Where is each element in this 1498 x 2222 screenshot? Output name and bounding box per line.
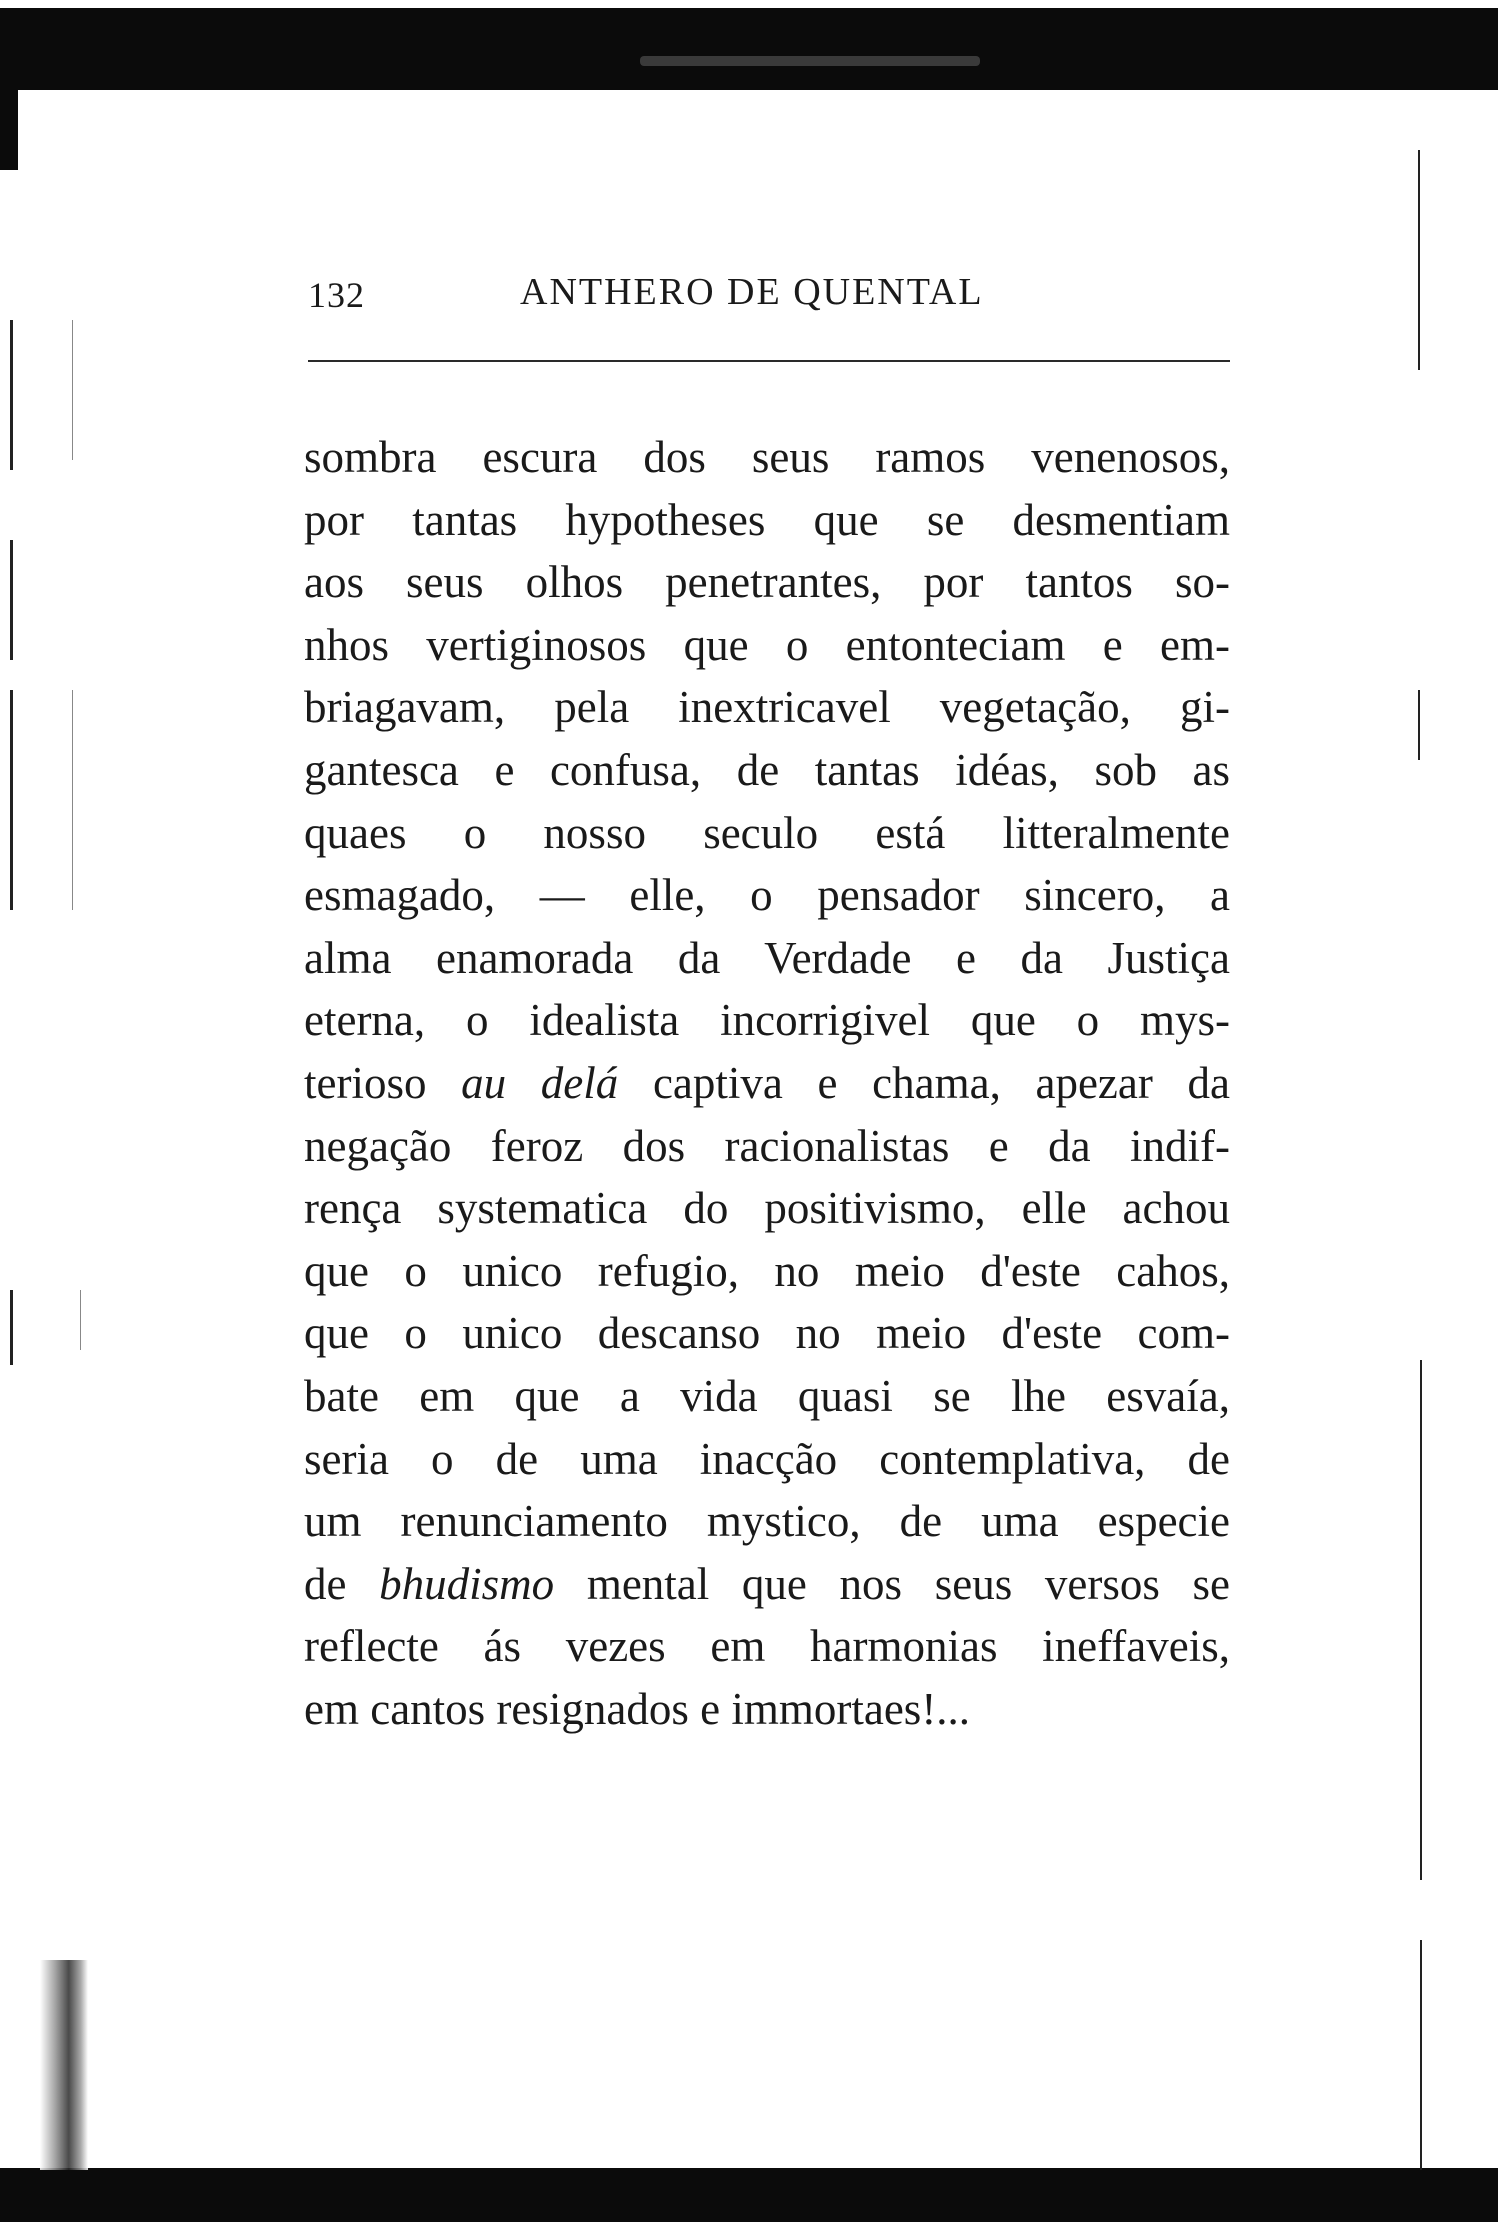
running-head	[308, 268, 1230, 322]
text-line: um renunciamento mystico, de uma especie	[304, 1496, 1230, 1547]
scan-edge-mark	[72, 690, 73, 910]
text-run: mental que nos seus versos se	[554, 1558, 1230, 1609]
text-line: gantesca e confusa, de tantas idéas, sob as	[304, 744, 1230, 795]
scan-edge-mark	[10, 540, 13, 660]
text-line: rença systematica do positivismo, elle achou	[304, 1183, 1230, 1234]
header-rule	[308, 360, 1230, 362]
scan-border-bottom	[0, 2168, 1498, 2222]
body-paragraph	[304, 426, 1230, 1740]
text-line: que o unico descanso no meio d'este com-	[304, 1308, 1230, 1359]
text-line: eterna, o idealista incorrigivel que o mys-	[304, 995, 1230, 1046]
scan-edge-mark	[1418, 150, 1420, 370]
text-line: aos seus olhos penetrantes, por tantos so-	[304, 557, 1230, 608]
page-number: 132	[308, 275, 365, 315]
text-line	[304, 1052, 1230, 1115]
scan-edge-mark	[1418, 690, 1420, 760]
text-run: captiva e chama, apezar da	[618, 1057, 1230, 1108]
scan-edge-mark	[72, 320, 73, 460]
text-line: briagavam, pela inextricavel vegetação, gi-	[304, 682, 1230, 733]
running-title: ANTHERO DE QUENTAL	[520, 271, 984, 313]
scan-edge-mark	[10, 1290, 13, 1365]
scan-edge-mark	[1420, 1940, 1422, 2170]
italic-phrase: au delá	[461, 1057, 619, 1108]
text-line: por tantas hypotheses que se desmentiam	[304, 494, 1230, 545]
text-line	[304, 1553, 1230, 1616]
scan-page-fold	[640, 56, 980, 66]
text-line: bate em que a vida quasi se lhe esvaía,	[304, 1370, 1230, 1421]
scan-edge-mark	[10, 690, 13, 910]
scan-edge-mark	[80, 1290, 81, 1350]
text-line: negação feroz dos racionalistas e da indif-	[304, 1120, 1230, 1171]
scan-border-top	[0, 8, 1498, 90]
text-line: nhos vertiginosos que o entonteciam e em-	[304, 619, 1230, 670]
scan-binding-shadow	[40, 1960, 88, 2170]
text-line: seria o de uma inacção contemplativa, de	[304, 1433, 1230, 1484]
text-line: alma enamorada da Verdade e da Justiça	[304, 932, 1230, 983]
text-line: quaes o nosso seculo está litteralmente	[304, 807, 1230, 858]
scan-edge-mark	[10, 320, 13, 470]
text-line: em cantos resignados e immortaes!...	[304, 1683, 971, 1734]
text-line: esmagado, — elle, o pensador sincero, a	[304, 870, 1230, 921]
scan-edge-mark	[1420, 1360, 1422, 1880]
text-line: reflecte ás vezes em harmonias ineffaveis,	[304, 1621, 1230, 1672]
text-line: que o unico refugio, no meio d'este cahos,	[304, 1245, 1230, 1296]
scan-border-corner	[0, 60, 18, 170]
text-run: de	[304, 1558, 380, 1609]
text-run: terioso	[304, 1057, 462, 1108]
italic-phrase: bhudismo	[379, 1558, 555, 1609]
text-line: sombra escura dos seus ramos venenosos,	[304, 432, 1230, 482]
